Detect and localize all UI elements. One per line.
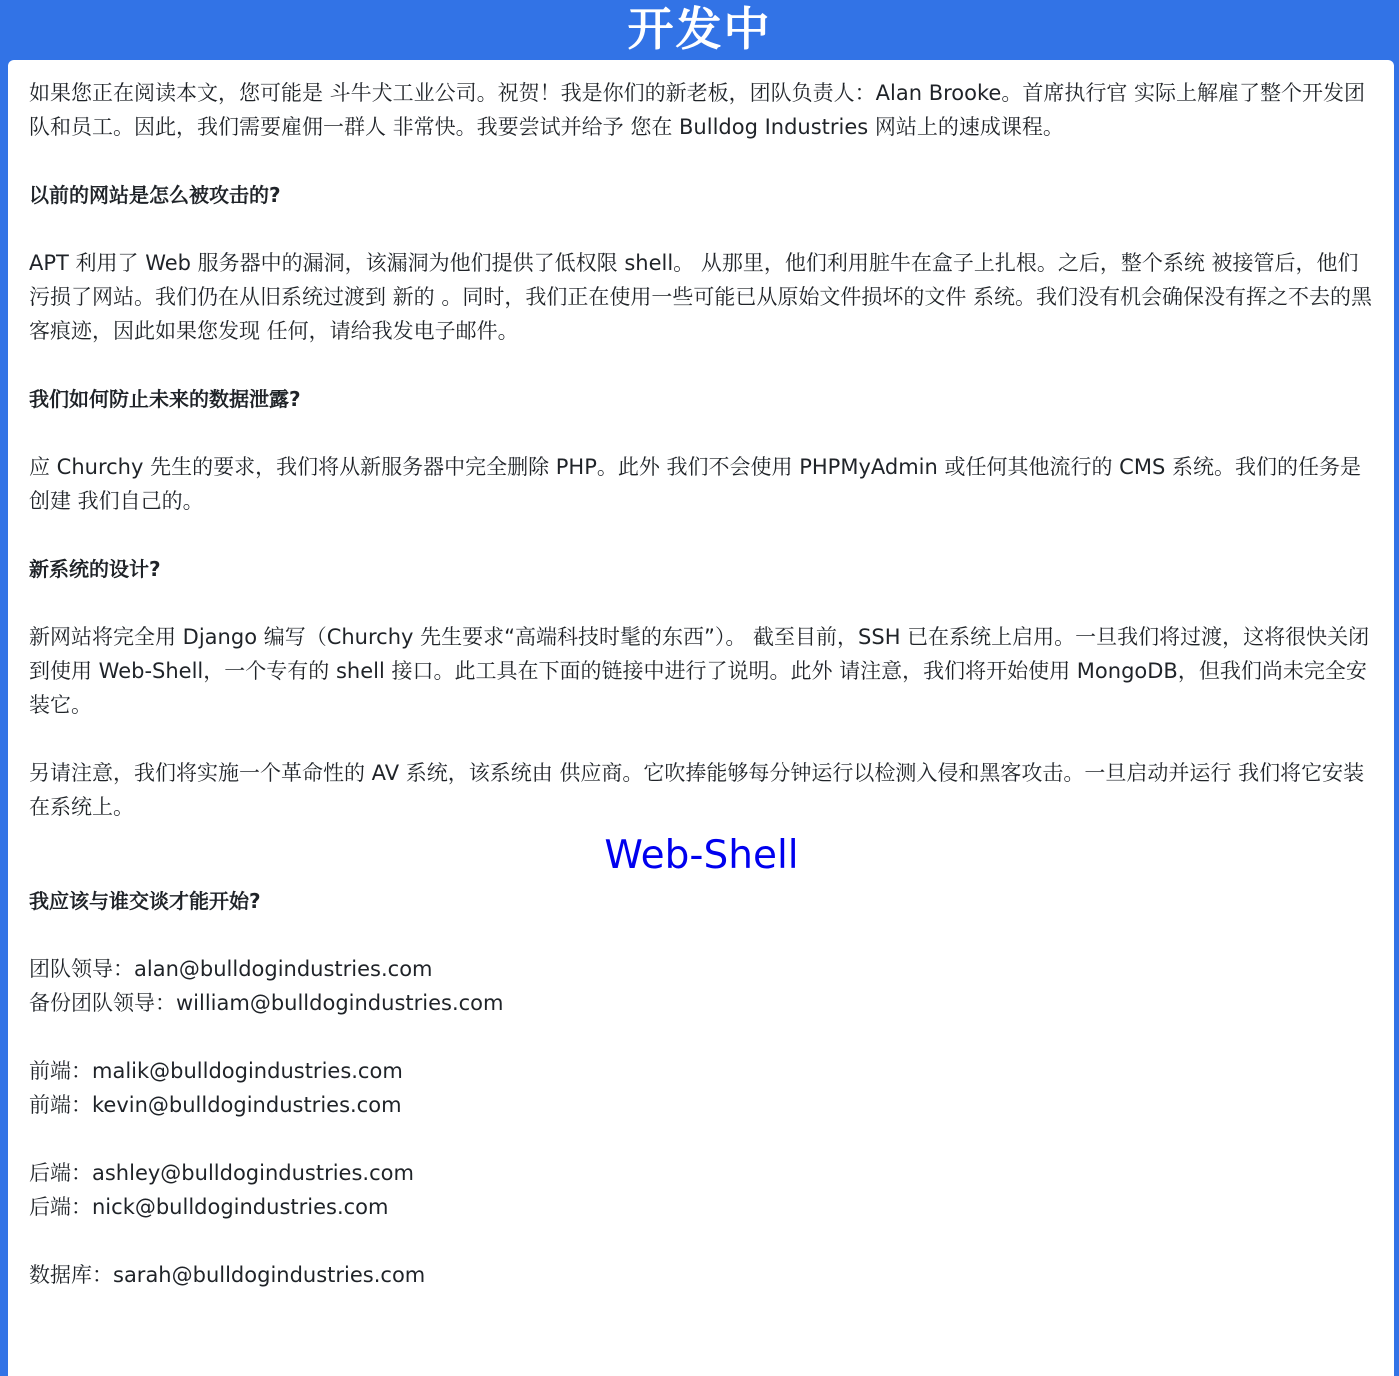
spacer bbox=[29, 1020, 1374, 1054]
contact-database-sarah: 数据库：sarah@bulldogindustries.com bbox=[29, 1263, 426, 1287]
answer-paragraph-2: 应 Churchy 先生的要求，我们将从新服务器中完全删除 PHP。此外 我们不会使用 PHPMyAdmin 或任何其他流行的 CMS 系统。我们的任务是创建 我们自己的。 bbox=[29, 455, 1361, 513]
spacer bbox=[29, 1122, 1374, 1156]
content-panel bbox=[8, 60, 1394, 1376]
contact-backend-ashley: 后端：ashley@bulldogindustries.com bbox=[29, 1161, 414, 1185]
spacer bbox=[29, 212, 1374, 246]
webshell-link[interactable]: Web-Shell bbox=[604, 833, 799, 878]
webshell-link-container bbox=[29, 828, 1374, 884]
spacer bbox=[29, 144, 1374, 178]
intro-paragraph: 如果您正在阅读本文，您可能是 斗牛犬工业公司。祝贺！我是你们的新老板，团队负责人：Alan Brooke。首席执行官 实际上解雇了整个开发团队和员工。因此，我们需要雇佣一群人 非常快。我要尝试并给予 您在 Bulldog Industries 网站上的速成课程。 bbox=[29, 81, 1366, 139]
contact-frontend-kevin: 前端：kevin@bulldogindustries.com bbox=[29, 1093, 402, 1117]
question-heading-3: 新系统的设计? bbox=[29, 557, 161, 581]
question-heading-1: 以前的网站是怎么被攻击的? bbox=[29, 183, 281, 207]
spacer bbox=[29, 722, 1374, 756]
spacer bbox=[29, 1224, 1374, 1258]
question-heading-2: 我们如何防止未来的数据泄露? bbox=[29, 387, 301, 411]
spacer bbox=[29, 918, 1374, 952]
spacer bbox=[29, 416, 1374, 450]
contact-team-lead: 团队领导：alan@bulldogindustries.com bbox=[29, 957, 433, 981]
spacer bbox=[29, 348, 1374, 382]
answer-paragraph-1: APT 利用了 Web 服务器中的漏洞，该漏洞为他们提供了低权限 shell。 从那里，他们利用脏牛在盒子上扎根。之后，整个系统 被接管后，他们污损了网站。我们仍在从旧系统过渡到 新的 。同时，我们正在使用一些可能已从原始文件损坏的文件 系统。我们没有机会确保没有挥之不去的黑客痕迹，因此如果您发现 任何，请给我发电子邮件。 bbox=[29, 251, 1373, 343]
contact-backend-nick: 后端：nick@bulldogindustries.com bbox=[29, 1195, 389, 1219]
page-header bbox=[0, 0, 1399, 58]
question-heading-4: 我应该与谁交谈才能开始? bbox=[29, 889, 261, 913]
contact-backup-team-lead: 备份团队领导：william@bulldogindustries.com bbox=[29, 991, 504, 1015]
page-title: 开发中 bbox=[627, 2, 772, 56]
spacer bbox=[29, 586, 1374, 620]
contact-frontend-malik: 前端：malik@bulldogindustries.com bbox=[29, 1059, 403, 1083]
spacer bbox=[29, 518, 1374, 552]
answer-paragraph-3: 新网站将完全用 Django 编写（Churchy 先生要求“高端科技时髦的东西”）。 截至目前，SSH 已在系统上启用。一旦我们将过渡，这将很快关闭 到使用 Web-Shell，一个专有的 shell 接口。此工具在下面的链接中进行了说明。此外 请注意，我们将开始使用 MongoDB，但我们尚未完全安装它。 bbox=[29, 625, 1370, 717]
answer-paragraph-4: 另请注意，我们将实施一个革命性的 AV 系统，该系统由 供应商。它吹捧能够每分钟运行以检测入侵和黑客攻击。一旦启动并运行 我们将它安装在系统上。 bbox=[29, 761, 1365, 819]
